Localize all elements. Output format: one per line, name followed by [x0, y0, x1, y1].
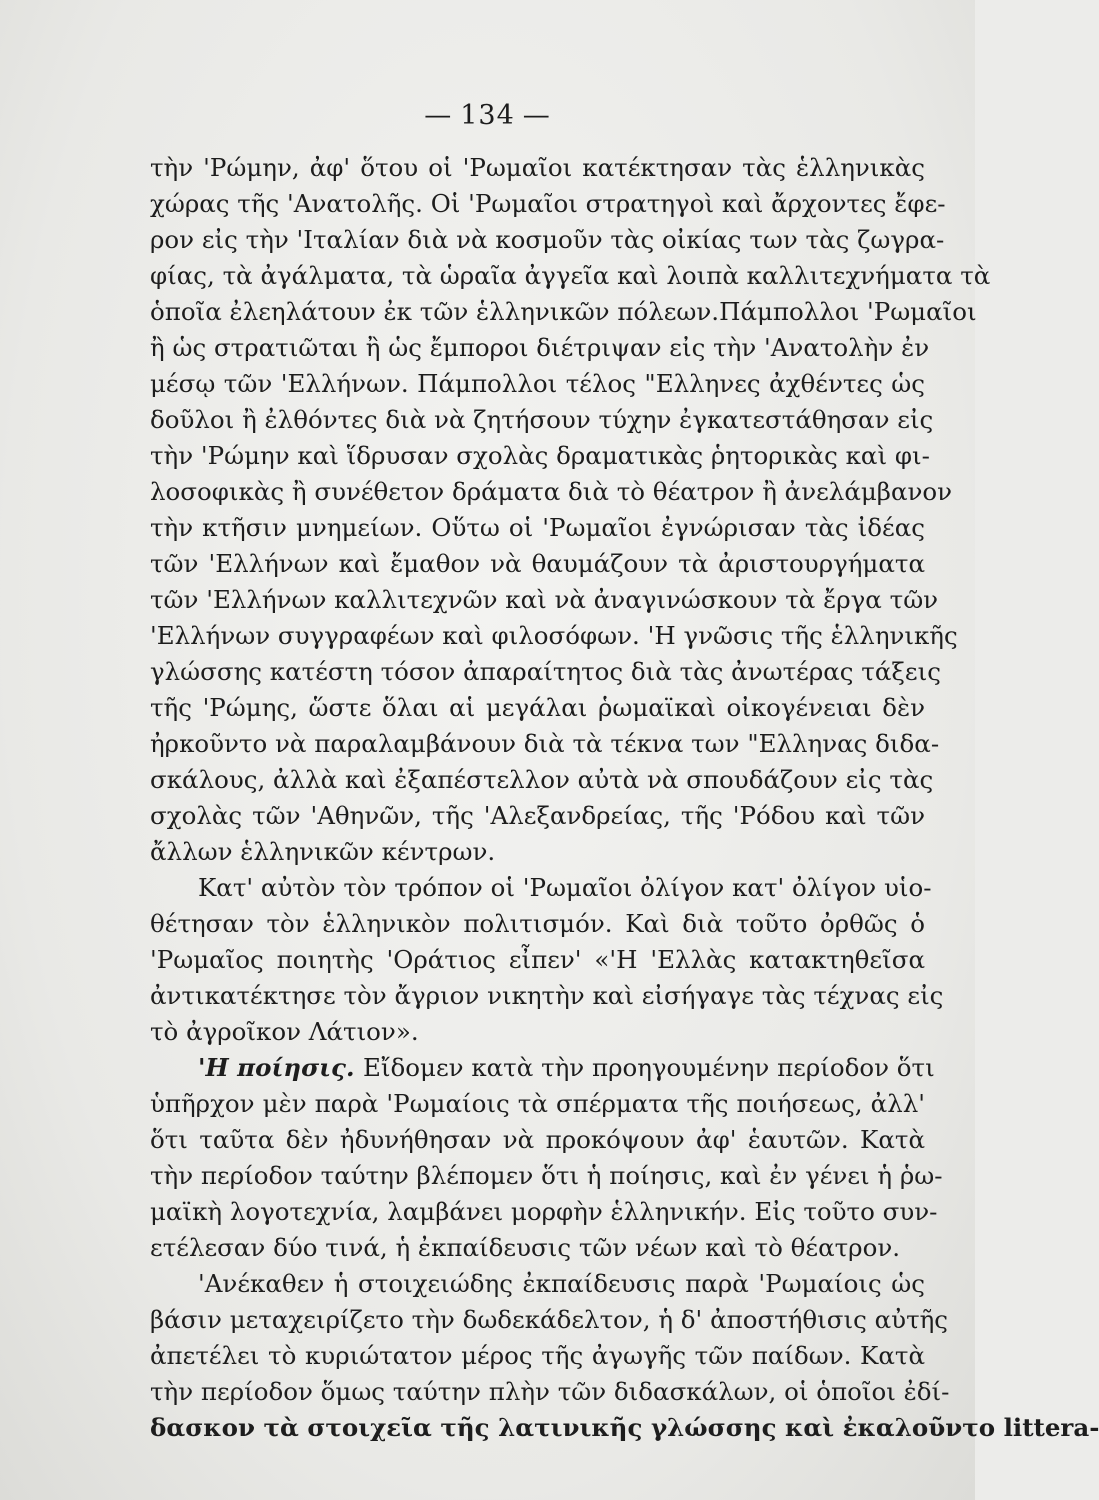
text-line [150, 330, 930, 366]
text-line-content: 'Ρωμαῖος ποιητὴς 'Οράτιος εἶπεν' «'Η 'Ελλὰς κατακτηθεῖσα [150, 945, 925, 974]
text-line-content: ἀπετέλει τὸ κυριώτατον μέρος τῆς ἀγωγῆς τῶν παίδων. Κατὰ [150, 1341, 925, 1370]
text-line [150, 618, 958, 654]
text-line [150, 1014, 925, 1050]
text-line [150, 510, 925, 546]
text-line [150, 1338, 925, 1374]
text-line [150, 582, 939, 618]
text-line-content: δασκον τὰ στοιχεῖα τῆς λατινικῆς γλώσσης καὶ ἐκαλοῦντο littera- [150, 1413, 1099, 1442]
text-line [150, 690, 925, 726]
text-line-content: ετέλεσαν δύο τινά, ἡ ἐκπαίδευσις τῶν νέων καὶ τὸ θέατρον. [150, 1233, 901, 1262]
text-line-content: ἄλλων ἑλληνικῶν κέντρων. [150, 837, 496, 866]
text-line [150, 546, 925, 582]
text-line-content: θέτησαν τὸν ἑλληνικὸν πολιτισμόν. Καὶ διὰ τοῦτο ὀρθῶς ὁ [150, 909, 925, 938]
text-line [150, 1122, 925, 1158]
text-line-content: τῶν 'Ελλήνων καὶ ἔμαθον νὰ θαυμάζουν τὰ ἀριστουργήματα [150, 549, 925, 578]
text-line [150, 834, 925, 870]
text-line-content: γλώσσης κατέστη τόσον ἀπαραίτητος διὰ τὰς ἀνωτέρας τάξεις [150, 657, 941, 686]
text-line-content: 'Ελλήνων συγγραφέων καὶ φιλοσόφων. 'Η γνῶσις τῆς ἑλληνικῆς [150, 621, 958, 650]
text-line-content: σκάλους, ἀλλὰ καὶ ἐξαπέστελλον αὐτὰ νὰ σπουδάζουν εἰς τὰς [150, 765, 934, 794]
text-line-content: τὸ ἀγροῖκον Λάτιον». [150, 1017, 419, 1046]
text-line [150, 978, 944, 1014]
text-line [150, 654, 941, 690]
text-line [150, 1158, 943, 1194]
text-line-content: τὴν 'Ρώμην καὶ ἵδρυσαν σχολὰς δραματικὰς ῥητορικὰς καὶ φι- [150, 441, 930, 470]
text-line [150, 1302, 949, 1338]
text-line [150, 1194, 938, 1230]
page-number-value: 134 [460, 100, 515, 131]
text-line-content: τὴν κτῆσιν μνημείων. Οὕτω οἱ 'Ρωμαῖοι ἐγνώρισαν τὰς ἰδέας [150, 513, 925, 542]
text-line [150, 474, 953, 510]
text-line [150, 1086, 925, 1122]
text-line-content: ὑπῆρχον μὲν παρὰ 'Ρωμαίοις τὰ σπέρματα τῆς ποιήσεως, ἀλλ' [150, 1089, 925, 1118]
text-line [150, 1266, 925, 1302]
text-line-content: τῶν 'Ελλήνων καλλιτεχνῶν καὶ νὰ ἀναγινώσκουν τὰ ἔργα τῶν [150, 585, 939, 614]
text-line-content: σχολὰς τῶν 'Αθηνῶν, τῆς 'Αλεξανδρείας, τῆς 'Ρόδου καὶ τῶν [150, 801, 925, 830]
text-line-content: φίας, τὰ ἀγάλματα, τὰ ὡραῖα ἀγγεῖα καὶ λοιπὰ καλλιτεχνήματα τὰ [150, 261, 991, 290]
text-line [150, 726, 940, 762]
text-line [150, 762, 934, 798]
text-line [150, 906, 925, 942]
text-line [150, 402, 934, 438]
body-text [150, 150, 1099, 1446]
text-line-content: ἠρκοῦντο νὰ παραλαμβάνουν διὰ τὰ τέκνα των "Ελληνας διδα- [150, 729, 940, 758]
text-line [150, 294, 977, 330]
text-line [150, 942, 925, 978]
text-line [150, 870, 932, 906]
text-line [150, 798, 925, 834]
text-line-content: χώρας τῆς 'Ανατολῆς. Οἱ 'Ρωμαῖοι στρατηγοὶ καὶ ἄρχοντες ἔφε- [150, 189, 946, 218]
text-line-content: Εἴδομεν κατὰ τὴν προηγουμένην περίοδον ὅτι [363, 1053, 935, 1082]
text-line-content: μέσῳ τῶν 'Ελλήνων. Πάμπολλοι τέλος "Ελληνες ἀχθέντες ὡς [150, 369, 925, 398]
text-line [150, 1410, 1099, 1446]
text-line-content: ὁποῖα ἐλεηλάτουν ἐκ τῶν ἑλληνικῶν πόλεων.Πάμπολλοι 'Ρωμαῖοι [150, 297, 977, 326]
text-line-content: 'Ανέκαθεν ἡ στοιχειώδης ἐκπαίδευσις παρὰ 'Ρωμαίοις ὡς [198, 1269, 925, 1298]
text-line [150, 438, 930, 474]
text-line-content: τὴν περίοδον ὅμως ταύτην πλὴν τῶν διδασκάλων, οἱ ὁποῖοι ἐδί- [150, 1377, 950, 1406]
section-heading: 'Η ποίησις. [198, 1053, 364, 1082]
page-number: — 134 — [424, 100, 551, 131]
text-line-content: ὅτι ταῦτα δὲν ἠδυνήθησαν νὰ προκόψουν ἀφ' ἑαυτῶν. Κατὰ [150, 1125, 925, 1154]
text-line-content: τὴν περίοδον ταύτην βλέπομεν ὅτι ἡ ποίησις, καὶ ἐν γένει ἡ ῥω- [150, 1161, 943, 1190]
text-line-content: τῆς 'Ρώμης, ὥστε ὅλαι αἱ μεγάλαι ῥωμαϊκαὶ οἰκογένειαι δὲν [150, 693, 925, 722]
text-line [150, 186, 946, 222]
text-line-content: βάσιν μεταχειρίζετο τὴν δωδεκάδελτον, ἡ δ' ἀποστήθισις αὐτῆς [150, 1305, 949, 1334]
text-line-content: ἢ ὡς στρατιῶται ἢ ὡς ἔμποροι διέτριψαν εἰς τὴν 'Ανατολὴν ἐν [150, 333, 930, 362]
text-line-content: ἀντικατέκτησε τὸν ἄγριον νικητὴν καὶ εἰσήγαγε τὰς τέχνας εἰς [150, 981, 944, 1010]
text-line [150, 1230, 925, 1266]
text-line [150, 150, 925, 186]
text-line [150, 222, 945, 258]
text-line-content: ρον εἰς τὴν 'Ιταλίαν διὰ νὰ κοσμοῦν τὰς οἰκίας των τὰς ζωγρα- [150, 225, 945, 254]
text-line-content: Κατ' αὐτὸν τὸν τρόπον οἱ 'Ρωμαῖοι ὀλίγον κατ' ὀλίγον υἱο- [198, 873, 932, 902]
text-line [150, 1374, 950, 1410]
text-line-content: μαϊκὴ λογοτεχνία, λαμβάνει μορφὴν ἑλληνικήν. Εἰς τοῦτο συν- [150, 1197, 938, 1226]
text-line [150, 258, 991, 294]
text-line-content: δοῦλοι ἢ ἐλθόντες διὰ νὰ ζητήσουν τύχην ἐγκατεστάθησαν εἰς [150, 405, 934, 434]
text-line [150, 1050, 935, 1086]
text-line [150, 366, 925, 402]
text-line-content: λοσοφικὰς ἢ συνέθετον δράματα διὰ τὸ θέατρον ἢ ἀνελάμβανον [150, 477, 953, 506]
text-line-content: τὴν 'Ρώμην, ἀφ' ὅτου οἱ 'Ρωμαῖοι κατέκτησαν τὰς ἑλληνικὰς [150, 153, 925, 182]
